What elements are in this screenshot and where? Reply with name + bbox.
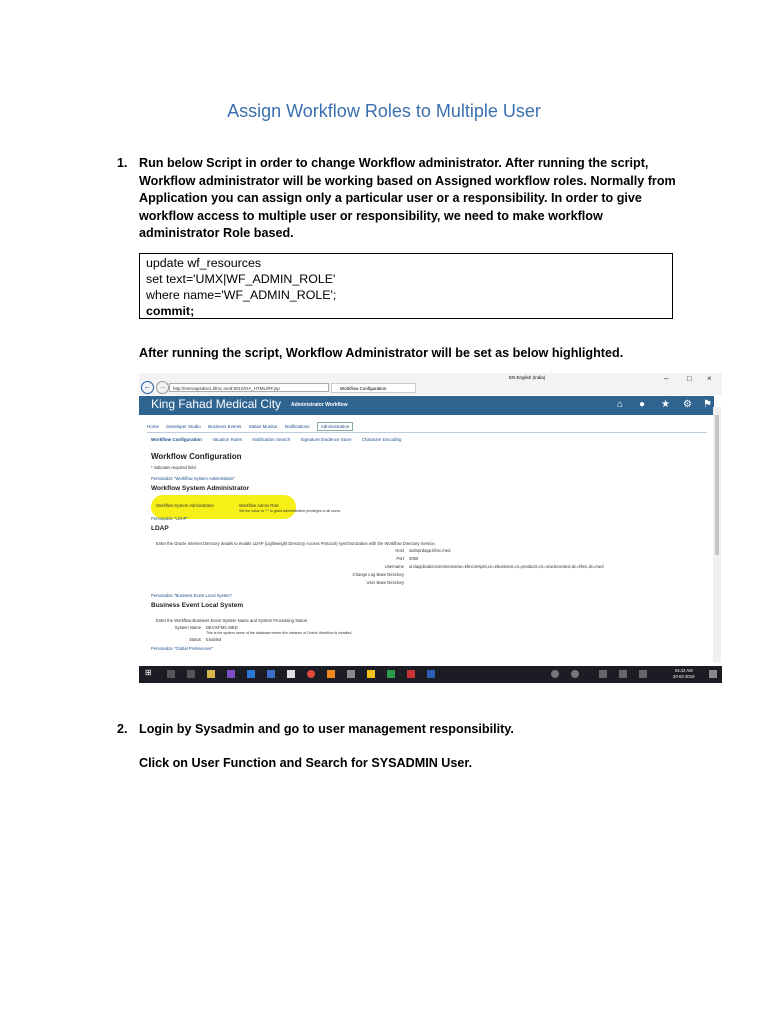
ldap-username-value: orclapplicationcommonname=kfmcmrsprd,cn=ebusiness,cn=products,cn=oraclecontext,dc=kfmc,dc=med	[409, 564, 604, 569]
system-name-label: System Name	[174, 625, 201, 630]
step-1-number: 1.	[117, 156, 128, 170]
tray-icon[interactable]	[571, 670, 579, 678]
settings-gear-icon[interactable]: ⚙	[683, 399, 692, 410]
bels-intro: Enter the Workflow Business Event System Name and System Processing Status.	[156, 618, 309, 623]
browser-tab[interactable]: Workflow Configuration	[331, 383, 416, 393]
word-icon[interactable]	[427, 670, 435, 678]
app-icon[interactable]	[227, 670, 235, 678]
tray-icon[interactable]	[551, 670, 559, 678]
ldap-changelog-label: Change Log Base Directory	[352, 572, 404, 577]
close-icon[interactable]: ×	[707, 374, 712, 383]
tabs-divider	[147, 432, 707, 433]
powerpoint-icon[interactable]	[407, 670, 415, 678]
ldap-port-label: Port	[396, 556, 404, 561]
subtab-notification-search[interactable]: Notification Search	[252, 437, 291, 442]
step-2-number: 2.	[117, 722, 128, 736]
mail-icon[interactable]	[287, 670, 295, 678]
wsa-value[interactable]: Workflow Admin Role	[239, 503, 279, 508]
page-heading: Workflow Configuration	[151, 452, 242, 461]
clock-time: 04:42 AM	[674, 668, 693, 673]
notifications-icon[interactable]: ⚑	[703, 399, 712, 410]
language-selector[interactable]: EN English (India)	[509, 375, 546, 380]
tab-business-events[interactable]: Business Events	[208, 424, 242, 429]
task-view-icon[interactable]	[187, 670, 195, 678]
notification-center-icon[interactable]	[709, 670, 717, 678]
tab-status-monitor[interactable]: Status Monitor	[248, 424, 278, 429]
subtab-character-encoding[interactable]: Character Encoding	[361, 437, 402, 442]
back-arrow-icon[interactable]: ←	[141, 381, 154, 394]
required-note: * indicates required field	[151, 465, 196, 470]
navigator-icon[interactable]: ●	[639, 399, 646, 410]
search-icon[interactable]	[167, 670, 175, 678]
tab-developer-studio[interactable]: Developer Studio	[166, 424, 201, 429]
chrome-icon[interactable]	[307, 670, 315, 678]
ldap-intro: Enter the Oracle Internet Directory details to enable LDAP (Lightweight Directory Access Protocol) synchronization with the Workflow Directory Service.	[156, 541, 436, 546]
code-line: update wf_resources	[146, 256, 262, 270]
personalize-ldap-link[interactable]: Personalize "LDAP"	[151, 516, 188, 521]
volume-icon[interactable]	[619, 670, 627, 678]
code-line: commit;	[146, 304, 195, 318]
maximize-icon[interactable]: □	[687, 374, 692, 383]
ldap-port-value: 3060	[409, 556, 419, 561]
step-2-subtext: Click on User Function and Search for SYSADMIN User.	[139, 756, 473, 770]
system-name-hint: This is the system name of the database where this instance of Oracle Workflow is installed.	[206, 631, 353, 635]
ldap-host-value: oidmprdapp.kfmc.med	[409, 548, 451, 553]
personalize-global-link[interactable]: Personalize "Global Preferences"	[151, 646, 213, 651]
start-windows-icon[interactable]: ⊞	[145, 668, 152, 677]
battery-icon[interactable]	[639, 670, 647, 678]
taskbar-clock[interactable]	[673, 668, 694, 680]
tool-icon[interactable]	[347, 670, 355, 678]
system-name-value: DEV.KFMC.MED	[206, 625, 238, 630]
subtab-signature-evidence-store[interactable]: Signature Evidence Store	[300, 437, 352, 442]
network-icon[interactable]	[599, 670, 607, 678]
forward-arrow-icon[interactable]: →	[156, 381, 169, 394]
workflow-config-screenshot	[139, 373, 722, 683]
vlc-icon[interactable]	[327, 670, 335, 678]
sub-tabs	[151, 437, 411, 442]
app-name: King Fahad Medical City	[151, 397, 282, 411]
tab-notifications[interactable]: Notifications	[284, 424, 310, 429]
main-tabs	[147, 424, 359, 429]
wsa-hint: Set the value to "*" to grant administrative privileges to all users.	[239, 509, 341, 513]
edge-icon[interactable]	[247, 670, 255, 678]
scrollbar-thumb[interactable]	[715, 415, 719, 555]
personalize-wsa-link[interactable]: Personalize "Workflow System Administrator"	[151, 476, 235, 481]
sticky-notes-icon[interactable]	[367, 670, 375, 678]
personalize-bels-link[interactable]: Personalize "Business Event Local System"	[151, 593, 233, 598]
subtab-workflow-configuration[interactable]: Workflow Configuration	[151, 437, 202, 442]
subtab-vacation-rules[interactable]: Vacation Rules	[212, 437, 243, 442]
address-bar[interactable]: http://meroapsdev1.kfmc.med:8010/OA_HTML/RF.jsp	[169, 383, 329, 392]
minimize-icon[interactable]: –	[664, 374, 669, 383]
folder-icon[interactable]	[207, 670, 215, 678]
step-1-text: Run below Script in order to change Workflow administrator. After running the script, Workflow administrator will be working based on Assigned workflow roles. Normally from Application you can assign only a particular user or a responsibility. In order to give workflow access to multiple user or responsibility, we need to make workflow administrator Role based.	[139, 156, 676, 240]
excel-icon[interactable]	[387, 670, 395, 678]
after-script-text: After running the script, Workflow Administrator will be set as below highlighted.	[139, 346, 624, 360]
status-value: Enabled	[206, 637, 222, 642]
status-label: Status	[189, 637, 201, 642]
favorites-icon[interactable]: ★	[661, 399, 670, 410]
tab-administration[interactable]: Administration	[317, 422, 354, 431]
document-title: Assign Workflow Roles to Multiple User	[227, 101, 541, 121]
email-icon[interactable]	[267, 670, 275, 678]
tab-home[interactable]: Home	[147, 424, 160, 429]
app-header	[139, 396, 714, 415]
wsa-label: Workflow System Administrator	[156, 503, 214, 508]
ldap-userbase-label: User Base Directory	[366, 580, 404, 585]
ldap-heading: LDAP	[151, 525, 169, 532]
app-subtitle: Administrator Workflow	[291, 402, 348, 408]
step-2-text: Login by Sysadmin and go to user management responsibility.	[139, 722, 514, 736]
code-line: where name='WF_ADMIN_ROLE';	[146, 288, 337, 302]
windows-taskbar	[139, 666, 722, 683]
ldap-host-label: Host	[395, 548, 404, 553]
bels-heading: Business Event Local System	[151, 602, 244, 609]
code-line: set text='UMX|WF_ADMIN_ROLE'	[146, 272, 336, 286]
clock-date: 20-02-2019	[673, 674, 695, 679]
sql-code-box	[139, 253, 673, 319]
home-icon[interactable]: ⌂	[617, 399, 624, 410]
wsa-heading: Workflow System Administrator	[151, 485, 250, 492]
ldap-username-label: Username	[384, 564, 404, 569]
